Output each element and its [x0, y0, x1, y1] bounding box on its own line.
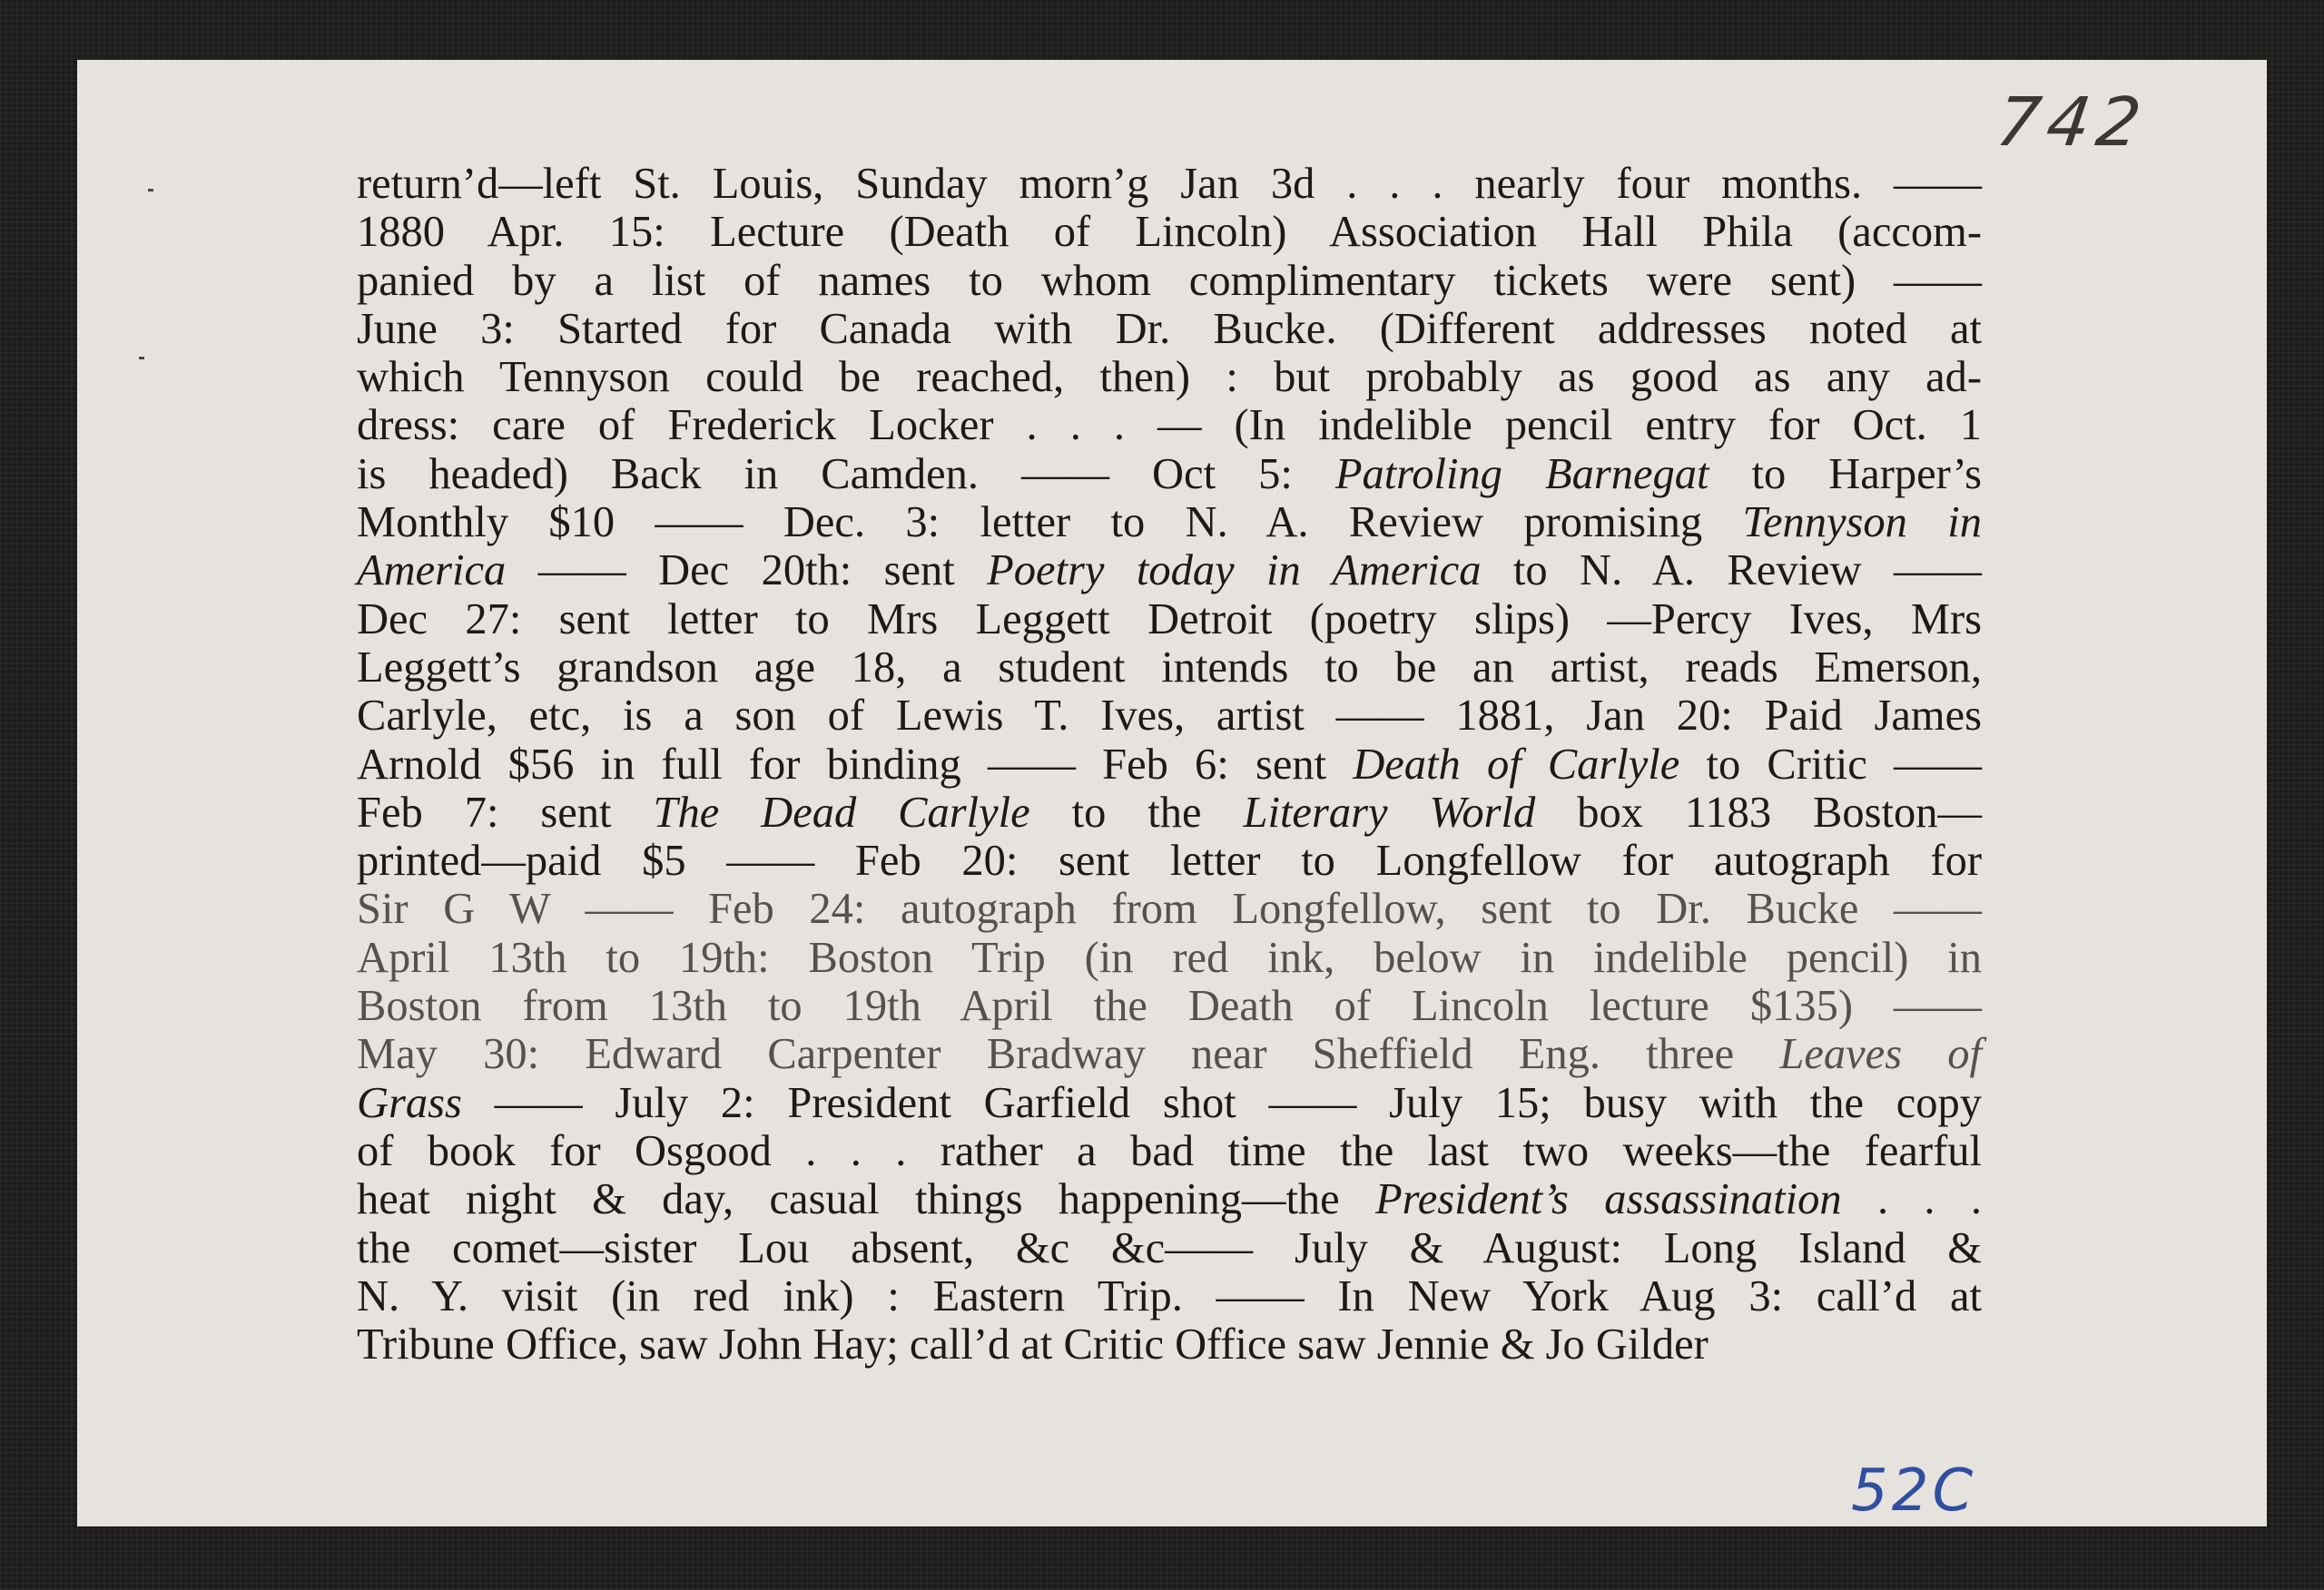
- archive-code: 52C: [1851, 1458, 1977, 1525]
- text-line: [357, 1030, 1982, 1078]
- text-segment: to N. A. Review ——: [1481, 546, 1982, 595]
- text-line: [357, 401, 1982, 449]
- text-segment: is headed) Back in Camden. —— Oct 5:: [357, 449, 1335, 498]
- text-segment: to Harper’s: [1709, 449, 1982, 498]
- text-line: [357, 546, 1982, 594]
- italic-title: America: [357, 546, 507, 595]
- text-line: [357, 885, 1982, 933]
- text-segment: which Tennyson could be reached, then) : but probably as good as any ad-: [357, 353, 1982, 402]
- text-segment: return’d—left St. Louis, Sunday morn’g Jan 3d . . . nearly four months. ——: [357, 160, 1982, 208]
- text-segment: Boston from 13th to 19th April the Death of Lincoln lecture $135) ——: [357, 982, 1982, 1031]
- text-line: [357, 643, 1982, 692]
- text-segment: to the: [1029, 788, 1244, 837]
- text-segment: heat night & day, casual things happening—the: [357, 1175, 1376, 1224]
- text-segment: —— July 2: President Garfield shot —— July 15; busy with the copy: [461, 1078, 1982, 1127]
- italic-title: Grass: [357, 1078, 462, 1127]
- text-segment: printed—paid $5 —— Feb 20: sent letter to Longfellow for autograph for: [357, 837, 1982, 886]
- text-line: [357, 160, 1982, 208]
- text-line: [357, 934, 1982, 982]
- italic-title: Literary World: [1243, 788, 1536, 837]
- margin-mark: [139, 357, 144, 359]
- text-line: [357, 1320, 1982, 1369]
- transcription-text: [357, 160, 1982, 1369]
- text-line: [357, 353, 1982, 401]
- text-segment: box 1183 Boston—: [1535, 788, 1982, 837]
- italic-title: Poetry today in America: [987, 546, 1482, 595]
- text-line: [357, 498, 1982, 546]
- text-segment: May 30: Edward Carpenter Bradway near Sheffield Eng. three: [357, 1030, 1780, 1079]
- text-line: [357, 1272, 1982, 1320]
- text-segment: . . .: [1841, 1175, 1982, 1224]
- text-segment: Monthly $10 —— Dec. 3: letter to N. A. Review promising: [357, 498, 1743, 547]
- text-line: [357, 450, 1982, 498]
- text-segment: Dec 27: sent letter to Mrs Leggett Detroit (poetry slips) —Percy Ives, Mrs: [357, 594, 1982, 643]
- italic-title: Tennyson in: [1742, 498, 1982, 547]
- italic-title: Patroling Barnegat: [1334, 449, 1709, 498]
- text-line: [357, 982, 1982, 1030]
- italic-title: Leaves of: [1779, 1030, 1982, 1079]
- text-line: [357, 1175, 1982, 1223]
- text-line: [357, 692, 1982, 740]
- text-line: [357, 595, 1982, 643]
- text-segment: of book for Osgood . . . rather a bad time the last two weeks—the fearful: [357, 1126, 1982, 1175]
- text-segment: 1880 Apr. 15: Lecture (Death of Lincoln) Association Hall Phila (accom-: [357, 208, 1982, 257]
- text-segment: Feb 7: sent: [357, 788, 654, 837]
- italic-title: Death of Carlyle: [1353, 740, 1680, 789]
- text-segment: June 3: Started for Canada with Dr. Bucke. (Different addresses noted at: [357, 304, 1982, 353]
- text-segment: to Critic ——: [1679, 740, 1982, 789]
- document-page: [77, 60, 2267, 1526]
- text-line: [357, 741, 1982, 789]
- text-line: [357, 789, 1982, 837]
- text-line: [357, 837, 1982, 885]
- text-line: [357, 257, 1982, 305]
- text-segment: Sir G W —— Feb 24: autograph from Longfellow, sent to Dr. Bucke ——: [357, 885, 1982, 934]
- text-line: [357, 1079, 1982, 1127]
- text-line: [357, 305, 1982, 353]
- text-line: [357, 1224, 1982, 1272]
- manuscript-number: 742: [1991, 83, 2153, 162]
- margin-mark: [148, 189, 153, 191]
- text-segment: Tribune Office, saw John Hay; call’d at Critic Office saw Jennie & Jo Gilder: [357, 1320, 1709, 1369]
- text-segment: Carlyle, etc, is a son of Lewis T. Ives, artist —— 1881, Jan 20: Paid James: [357, 692, 1982, 741]
- text-segment: the comet—sister Lou absent, &c &c—— July & August: Long Island &: [357, 1223, 1982, 1272]
- text-segment: panied by a list of names to whom complimentary tickets were sent) ——: [357, 256, 1982, 305]
- italic-title: President’s assassination: [1375, 1175, 1842, 1224]
- text-segment: N. Y. visit (in red ink) : Eastern Trip. —— In New York Aug 3: call’d at: [357, 1271, 1982, 1320]
- text-segment: April 13th to 19th: Boston Trip (in red ink, below in indelible pencil) in: [357, 933, 1982, 982]
- text-segment: dress: care of Frederick Locker . . . — (In indelible pencil entry for Oct. 1: [357, 401, 1982, 450]
- text-segment: Arnold $56 in full for binding —— Feb 6: sent: [357, 740, 1354, 789]
- text-segment: Leggett’s grandson age 18, a student intends to be an artist, reads Emerson,: [357, 643, 1982, 692]
- text-line: [357, 208, 1982, 256]
- italic-title: The Dead Carlyle: [653, 788, 1030, 837]
- text-line: [357, 1127, 1982, 1175]
- text-segment: —— Dec 20th: sent: [506, 546, 988, 595]
